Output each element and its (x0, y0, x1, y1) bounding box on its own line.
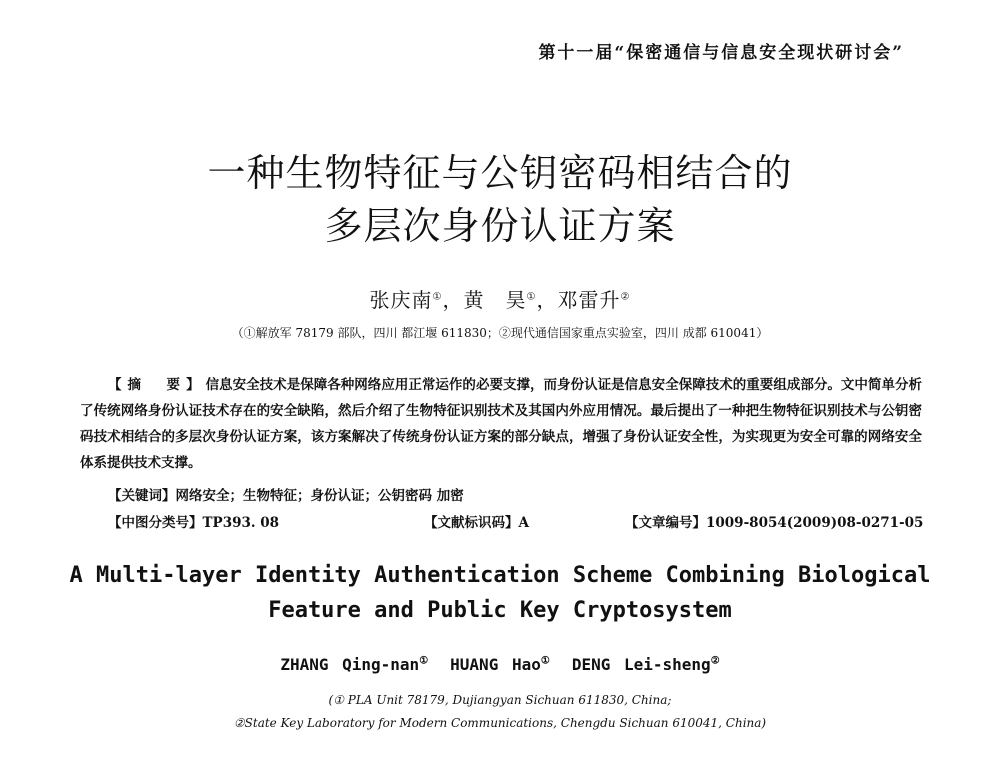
classification-label: 【中图分类号】 (108, 515, 203, 531)
abstract-cn (80, 372, 922, 476)
author-en-2: HUANG Hao (450, 655, 541, 674)
article-number-label: 【文章编号】 (625, 515, 706, 531)
article-number-value: 1009-8054(2009)08-0271-05 (706, 515, 924, 531)
classification-number (108, 511, 279, 531)
document-code-label: 【文献标识码】 (424, 515, 519, 531)
author-cn-1: 张庆南 (369, 288, 433, 312)
author-en-3: DENG Lei-sheng (571, 655, 711, 674)
keywords-label: 【关键词】 (108, 488, 176, 504)
author-cn-3: 邓雷升 (557, 288, 621, 312)
affiliation-en-line1: (① PLA Unit 78179, Dujiangyan Sichuan 611830, China; (328, 693, 672, 707)
affiliation-en-line2: ②State Key Laboratory for Modern Communications, Chengdu Sichuan 610041, China) (233, 716, 767, 730)
keywords-text: 网络安全；生物特征；身份认证；公钥密码 加密 (175, 488, 464, 504)
title-en-line1: A Multi-layer Identity Authentication Scheme Combining Biological (69, 563, 931, 588)
abstract-text: 信息安全技术是保障各种网络应用正常运作的必要支撑，而身份认证是信息安全保障技术的重要组成部分。文中简单分析了传统网络身份认证技术存在的安全缺陷，然后介绍了生物特征识别技术及其国内外应用情况。最后提出了一种把生物特征识别技术与公钥密码技术相结合的多层次身份认证方案，该方案解决了传统身份认证方案的部分缺点，增强了身份认证安全性，为实现更为安全可靠的网络安全体系提供技术支撑。 (80, 377, 923, 471)
affiliation-cn: （①解放军 78179 部队，四川 都江堰 611830；②现代通信国家重点实验室，四川 成都 610041） (231, 326, 769, 340)
author-cn-sep-2: ， (536, 288, 558, 312)
abstract-label: 【摘 要】 (108, 377, 206, 393)
author-cn-2: 黄 昊 (463, 288, 527, 312)
title-en-line2: Feature and Public Key Cryptosystem (268, 598, 732, 623)
keywords (108, 484, 464, 504)
author-en-1-mark: ① (419, 655, 429, 667)
authors-en (0, 655, 1000, 674)
authors-cn (0, 284, 1000, 313)
document-code (424, 511, 529, 531)
author-en-3-mark: ② (710, 655, 720, 667)
article-number (625, 511, 923, 531)
author-cn-1-mark: ① (432, 291, 443, 303)
classification-value: TP393. 08 (202, 515, 280, 531)
title-cn-line2: 多层次身份认证方案 (324, 204, 676, 248)
document-code-value: A (518, 515, 529, 531)
author-en-1: ZHANG Qing-nan (280, 655, 420, 674)
author-cn-2-mark: ① (526, 291, 537, 303)
author-en-2-mark: ① (540, 655, 550, 667)
title-cn-line1: 一种生物特征与公钥密码相结合的 (207, 151, 793, 195)
author-cn-3-mark: ② (620, 291, 631, 303)
conference-header: 第十一届“保密通信与信息安全现状研讨会” (538, 43, 904, 63)
author-cn-sep-1: ， (442, 288, 464, 312)
